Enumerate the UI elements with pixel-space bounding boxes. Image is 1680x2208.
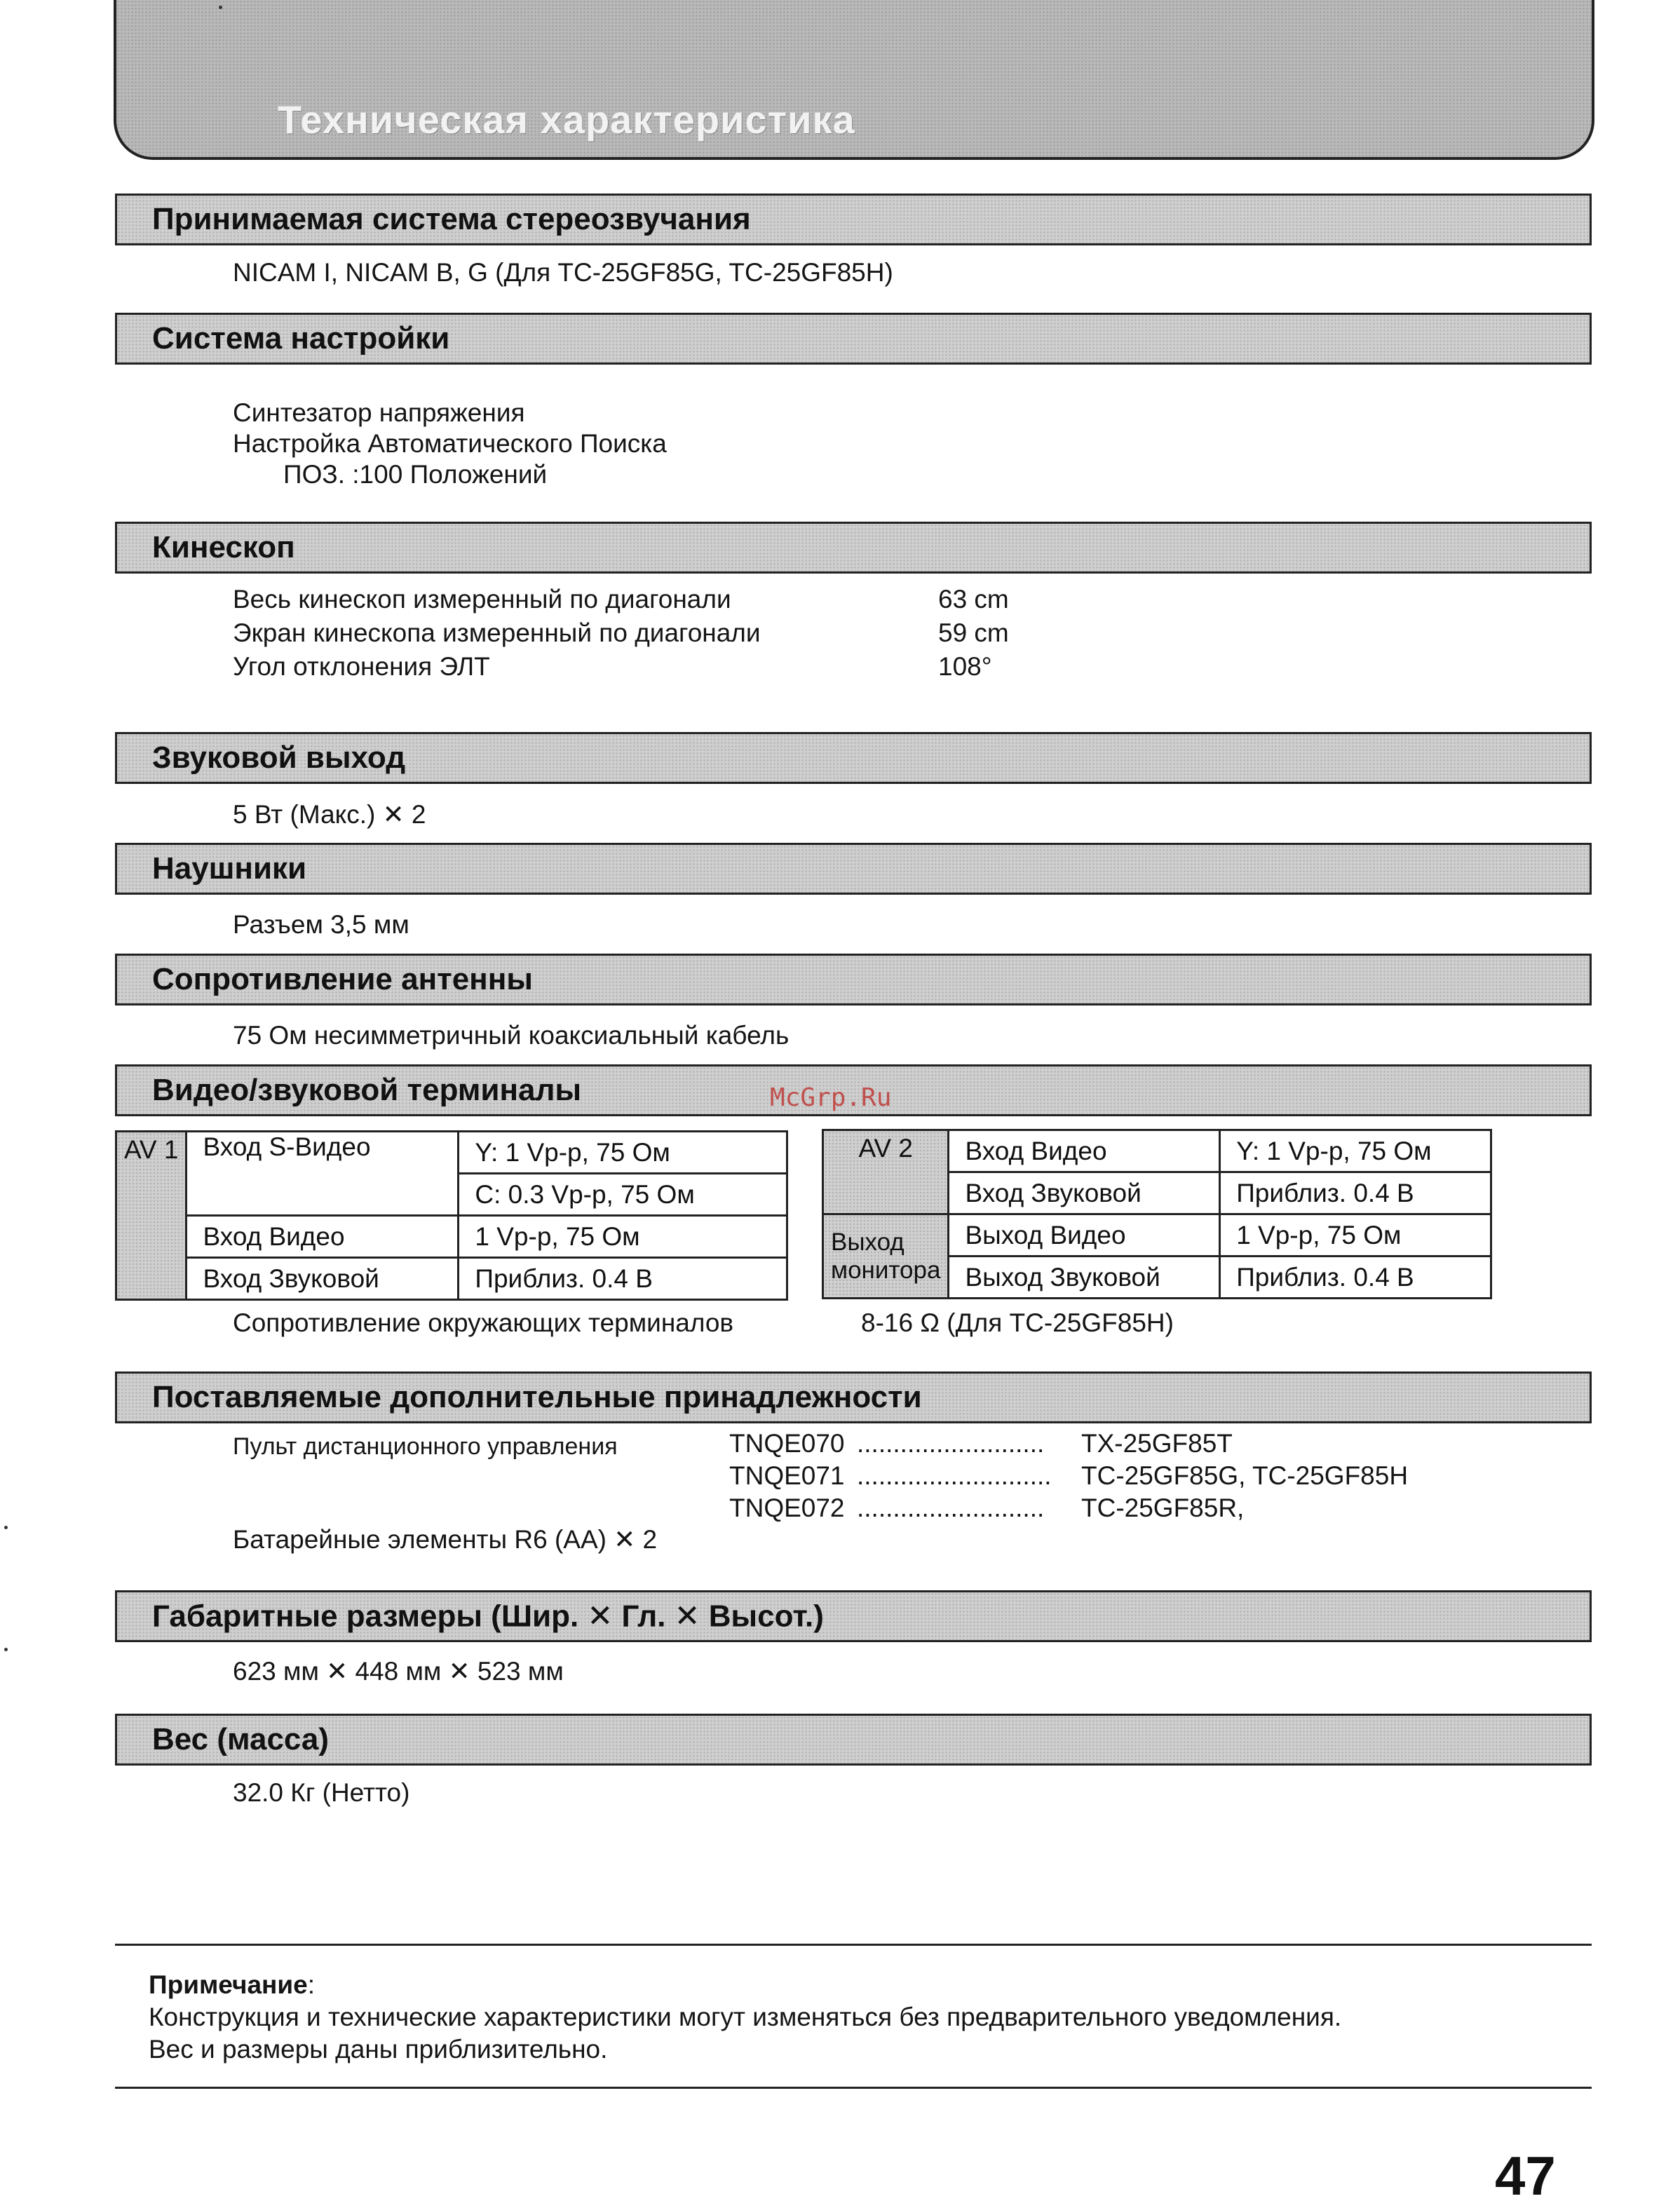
dimensions-value: 623 мм ✕ 448 мм ✕ 523 мм — [233, 1657, 564, 1686]
tuning-line-2: Настройка Автоматического Поиска — [233, 429, 667, 458]
title-banner — [114, 0, 1594, 160]
weight-value: 32.0 Кг (Нетто) — [233, 1778, 410, 1807]
note-top-rule — [115, 1944, 1592, 1946]
av1-video-in: Вход Видео — [187, 1216, 459, 1258]
section-header-audio-out — [115, 732, 1592, 784]
tube-row-label: Угол отклонения ЭЛТ — [233, 652, 490, 681]
section-header-weight — [115, 1714, 1592, 1766]
tube-row-value: 63 cm — [938, 585, 1009, 614]
page-title: Техническая характеристика — [278, 97, 855, 142]
section-header-antenna — [115, 954, 1592, 1005]
av2-video-in-value: Y: 1 Vp-p, 75 Ом — [1220, 1130, 1491, 1172]
note-title-text: Примечание — [149, 1970, 308, 1999]
section-header-headphones — [115, 843, 1592, 895]
page-number: 47 — [1495, 2145, 1556, 2207]
av1-s-video-in: Вход S-Видео — [187, 1132, 459, 1216]
tube-row-label: Весь кинескоп измеренный по диагонали — [233, 585, 731, 614]
section-title: Принимаемая система стереозвучания — [152, 202, 751, 236]
batteries: Батарейные элементы R6 (AA) ✕ 2 — [233, 1525, 658, 1554]
av1-audio-in: Вход Звуковой — [187, 1258, 459, 1300]
remote-code: TNQE070 — [729, 1429, 845, 1458]
stereo-systems: NICAM I, NICAM B, G (Для TC-25GF85G, TC-25GF85H) — [233, 258, 893, 287]
monitor-out-label: Выход монитора — [823, 1214, 949, 1299]
scan-mark — [4, 1526, 8, 1529]
note-line-1: Конструкция и технические характеристики могут изменяться без предварительного уведомления. — [149, 2003, 1342, 2031]
av1-table — [115, 1130, 788, 1301]
section-header-stereo — [115, 194, 1592, 245]
remote-model: TC-25GF85R, — [1081, 1494, 1245, 1522]
remote-leader-dots: .......................... — [857, 1429, 1045, 1458]
remote-model: TC-25GF85G, TC-25GF85H — [1081, 1461, 1409, 1490]
section-title: Поставляемые дополнительные принадлежности — [152, 1380, 922, 1414]
av2-audio-out: Выход Звуковой — [949, 1257, 1220, 1299]
scan-mark — [219, 6, 222, 9]
remote-model: TX-25GF85T — [1081, 1429, 1233, 1458]
remote-code: TNQE071 — [729, 1461, 845, 1490]
note-bottom-rule — [115, 2087, 1592, 2089]
section-title: Система настройки — [152, 321, 450, 355]
section-header-accessories — [115, 1371, 1592, 1423]
tube-row-value: 59 cm — [938, 618, 1009, 647]
av2-audio-in: Вход Звуковой — [949, 1172, 1220, 1214]
tube-row-value: 108° — [938, 652, 992, 681]
section-title: Наушники — [152, 851, 307, 886]
tube-row-label: Экран кинескопа измеренный по диагонали — [233, 618, 761, 647]
av2-label: AV 2 — [823, 1130, 949, 1214]
headphones-value: Разъем 3,5 мм — [233, 910, 409, 939]
antenna-value: 75 Ом несимметричный коаксиальный кабель — [233, 1021, 790, 1050]
tuning-line-3: ПОЗ. :100 Положений — [283, 460, 548, 489]
section-title: Сопротивление антенны — [152, 962, 533, 996]
note-title — [149, 1970, 315, 2000]
section-title: Габаритные размеры (Шир. ✕ Гл. ✕ Высот.) — [152, 1599, 824, 1634]
av1-video-in-value: 1 Vp-p, 75 Ом — [459, 1216, 787, 1258]
remote-label: Пульт дистанционного управления — [233, 1433, 618, 1460]
av1-y-value: Y: 1 Vp-p, 75 Ом — [459, 1132, 787, 1174]
scan-mark — [4, 1648, 8, 1651]
note-line-2: Вес и размеры даны приблизительно. — [149, 2035, 608, 2064]
av2-audio-in-value: Приблиз. 0.4 В — [1220, 1172, 1491, 1214]
remote-code: TNQE072 — [729, 1494, 845, 1522]
av1-c-value: C: 0.3 Vp-p, 75 Ом — [459, 1174, 787, 1216]
surround-value: 8-16 Ω (Для TC-25GF85H) — [861, 1308, 1174, 1337]
section-header-tube — [115, 522, 1592, 574]
watermark: McGrp.Ru — [770, 1083, 892, 1112]
audio-out-value: 5 Вт (Макс.) ✕ 2 — [233, 800, 426, 829]
section-header-dimensions — [115, 1590, 1592, 1642]
remote-leader-dots: .......................... — [857, 1494, 1045, 1522]
section-title: Видео/звуковой терминалы — [152, 1073, 582, 1107]
av2-table — [822, 1129, 1492, 1299]
av1-label: AV 1 — [116, 1132, 187, 1300]
section-title: Звуковой выход — [152, 740, 406, 775]
section-title: Вес (масса) — [152, 1722, 330, 1756]
av2-video-out-value: 1 Vp-p, 75 Ом — [1220, 1214, 1491, 1257]
section-header-tuning — [115, 313, 1592, 365]
av2-audio-out-value: Приблиз. 0.4 В — [1220, 1257, 1491, 1299]
surround-label: Сопротивление окружающих терминалов — [233, 1308, 734, 1337]
note-colon: : — [307, 1970, 315, 1999]
av2-video-out: Выход Видео — [949, 1214, 1220, 1257]
av2-video-in: Вход Видео — [949, 1130, 1220, 1172]
remote-leader-dots: ........................... — [857, 1461, 1052, 1490]
av1-audio-in-value: Приблиз. 0.4 В — [459, 1258, 787, 1300]
section-title: Кинескоп — [152, 530, 295, 564]
tuning-line-1: Синтезатор напряжения — [233, 398, 525, 427]
